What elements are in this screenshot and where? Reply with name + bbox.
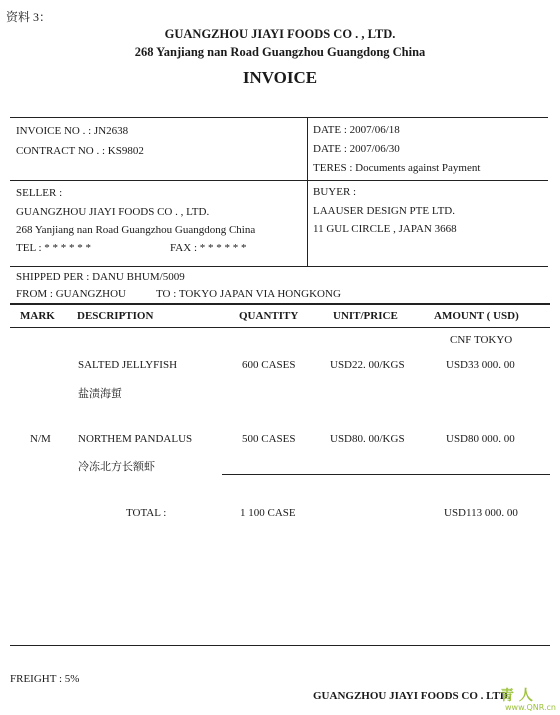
table-header-top-rule (10, 303, 550, 305)
invoice-no: INVOICE NO . : JN2638 (16, 125, 129, 137)
total-label: TOTAL : (126, 507, 167, 519)
item-2-amount: USD80 000. 00 (446, 433, 515, 445)
item-1-unit-price: USD22. 00/KGS (330, 359, 405, 371)
section-label: 资料 3： (6, 10, 52, 24)
seller-label: SELLER : (16, 187, 63, 199)
company-address: 268 Yanjiang nan Road Guangzhou Guangdong China (134, 45, 426, 59)
freight: FREIGHT : 5% (10, 673, 80, 685)
signature-company: GUANGZHOU JIAYI FOODS CO . LTD. (313, 690, 511, 702)
seller-name: GUANGZHOU JIAYI FOODS CO . , LTD. (16, 206, 210, 218)
watermark-logo: 青 人 (500, 688, 533, 704)
buyer-name: LAAUSER DESIGN PTE LTD. (313, 205, 455, 217)
column-header-mark: MARK (20, 310, 55, 322)
buyer-address: 11 GUL CIRCLE , JAPAN 3668 (313, 223, 457, 235)
box-top-border (10, 117, 548, 118)
shipping-mark: N/M (30, 433, 51, 445)
box-middle-border (10, 180, 548, 181)
contract-no: CONTRACT NO . : KS9802 (16, 145, 144, 157)
item-1-quantity: 600 CASES (242, 359, 296, 371)
price-term: CNF TOKYO (450, 334, 513, 346)
seller-fax: FAX : * * * * * * (170, 242, 247, 254)
shipped-per: SHIPPED PER : DANU BHUM/5009 (16, 271, 185, 283)
company-name: GUANGZHOU JIAYI FOODS CO . , LTD. (164, 27, 396, 41)
total-amount: USD113 000. 00 (444, 507, 518, 519)
box-bottom-border (10, 266, 548, 267)
table-bottom-rule (10, 645, 550, 646)
column-header-amount: AMOUNT ( USD) (434, 310, 519, 322)
invoice-date: DATE : 2007/06/18 (313, 124, 400, 136)
buyer-label: BUYER : (313, 186, 357, 198)
item-1-amount: USD33 000. 00 (446, 359, 515, 371)
document-title: INVOICE (242, 68, 318, 87)
item-2-unit-price: USD80. 00/KGS (330, 433, 405, 445)
table-header-bottom-rule (10, 327, 550, 328)
item-1-name-cn: 盐渍海蜇 (78, 387, 122, 400)
column-header-quantity: QUANTITY (239, 310, 299, 322)
column-header-unit-price: UNIT/PRICE (333, 310, 398, 322)
contract-date: DATE : 2007/06/30 (313, 143, 400, 155)
subtotal-rule (222, 474, 550, 475)
box-vertical-divider (307, 117, 308, 267)
item-2-name: NORTHEM PANDALUS (78, 433, 193, 445)
column-header-description: DESCRIPTION (77, 310, 154, 322)
item-2-name-cn: 冷冻北方长额虾 (78, 460, 155, 473)
ship-to: TO : TOKYO JAPAN VIA HONGKONG (156, 288, 341, 300)
ship-from: FROM : GUANGZHOU (16, 288, 127, 300)
seller-tel: TEL : * * * * * * (16, 242, 92, 254)
payment-terms: TERES : Documents against Payment (313, 162, 481, 174)
watermark-url: www.QNR.cn (505, 703, 557, 712)
item-1-name: SALTED JELLYFISH (78, 359, 178, 371)
total-quantity: 1 100 CASE (240, 507, 296, 519)
seller-address: 268 Yanjiang nan Road Guangzhou Guangdong China (16, 224, 256, 236)
item-2-quantity: 500 CASES (242, 433, 296, 445)
